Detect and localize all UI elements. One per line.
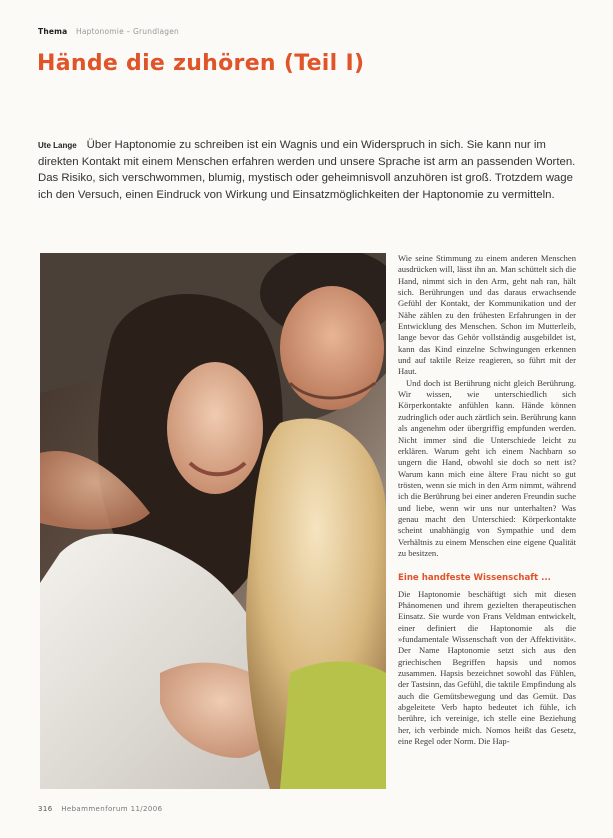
family-photo-illustration <box>40 253 386 789</box>
body-paragraph: Wie seine Stimmung zu einem anderen Menschen ausdrücken will, lässt ihn an. Man schüttelt sich die Hand, nimmt sich in den Arm, geht nah ran, hält sich. Berührungen und das daraus erwachsende Gefühl der Kontakt, der Kommunikation und der Nähe zählen zu den frühesten Erfahrungen in der Entwicklung des Menschen. Schon im Mutterleib, lange bevor das Gehör vollständig ausgebildet ist, kann das Kind einzelne Schwingungen erkennen und auf taktile Reize reagieren, so führt mit der Haut. <box>398 253 576 377</box>
body-paragraph: Die Haptonomie beschäftigt sich mit diesen Phänomenen und ihrem gezielten therapeutischen Einsatz. Sie wurde von Frans Veldman entwickelt, einer definiert die Haptonomie als die »fundamentale Wissenschaft von der Affektivität«. Der Name Haptonomie setzt sich aus den griechischen Begriffen hapsis und nomos zusammen. Hapsis bezeichnet sowohl das Fühlen, der Tastsinn, das Gefühl, die taktile Empfindung als auch die Gemütsbewegung und das Gemüt. Das abgeleitete Verb hapto bedeutet ich fühle, ich berühre, ich vereinige, ich stelle eine Beziehung her, ich verbinde mich. Nomos heißt das Gesetz, eine Regel oder Norm. Die Hap- <box>398 588 576 747</box>
publication-name: Hebammenforum 11/2006 <box>61 805 163 813</box>
page-footer <box>38 805 162 813</box>
article-lead <box>38 137 576 203</box>
rubric-section: Haptonomie – Grundlagen <box>76 27 179 36</box>
article-subhead: Eine handfeste Wissenschaft ... <box>398 573 551 584</box>
article-title: Hände die zuhören (Teil I) <box>37 51 365 76</box>
family-photo <box>40 253 386 789</box>
section-rubric <box>38 27 179 36</box>
rubric-kicker: Thema <box>38 27 68 36</box>
body-paragraph: Und doch ist Berührung nicht gleich Berührung. Wir wissen, wie unterschiedlich sich Körperkontakte anfühlen kann. Hände können zudringlich oder auch zärtlich sein. Berührung kann als angenehm oder übergriffig empfunden werden. Nicht immer sind die Unterschiede leicht zu erklären. Warum geht ich einem Nachbarn so ungern die Hand, obwohl sie doch so nett ist? Warum kann mich eine ältere Frau nicht so gut trösten, wenn sie mich in den Arm nimmt, während ich die Berührung bei einer anderen Freundin suche und liebe, wenn wir uns nur unterhalten? Was genau macht den Unterschied: Körperkontakte scheint unabhängig von Sympathie und dem Verhältnis zu einem Menschen eine eigene Qualität zu besitzen. <box>398 377 576 558</box>
article-body-column <box>398 253 576 747</box>
lead-text: Über Haptonomie zu schreiben ist ein Wagnis und ein Widerspruch in sich. Sie kann nur im direkten Kontakt mit einem Menschen erfahren werden und unsere Sprache ist arm an passenden Worten. Das Risiko, sich verschwommen, blumig, mystisch oder geheimnisvoll anzuhören ist groß. Trotzdem wage ich den Versuch, einen Eindruck von Wirkung und Einsatzmöglichkeiten der Haptonomie zu vermitteln. <box>38 139 576 201</box>
page-number: 316 <box>38 805 53 813</box>
author-name: Ute Lange <box>38 141 77 150</box>
